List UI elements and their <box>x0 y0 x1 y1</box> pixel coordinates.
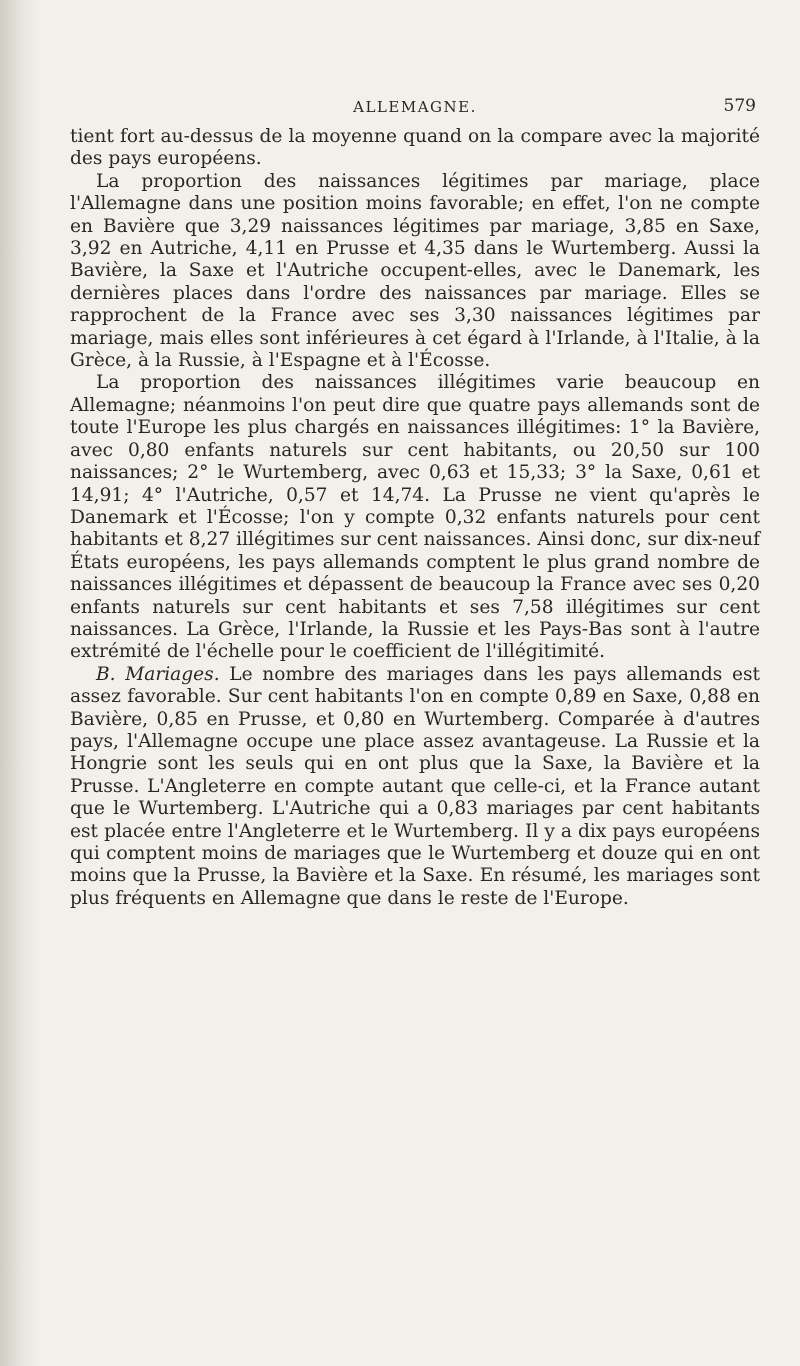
paragraph-1 <box>70 126 760 171</box>
paragraph-3-text: La proportion des naissances illégitimes varie beaucoup en Allemagne; néanmoins l'on peut dire que quatre pays allemands sont de toute l'Europe les plus chargés en naissances illégitimes: 1° la Bavière, avec 0,80 enfants naturels sur cent habitants, ou 20,50 sur 100 naissances; 2° le Wurtemberg, avec 0,63 et 15,33; 3° la Saxe, 0,61 et 14,91; 4° l'Autriche, 0,57 et 14,74. La Prusse ne vient qu'après le Danemark et l'Écosse; l'on y compte 0,32 enfants naturels pour cent habitants et 8,27 illégitimes sur cent naissances. Ainsi donc, sur dix-neuf États européens, les pays allemands comptent le plus grand nombre de naissances illégitimes et dépassent de beaucoup la France avec ses 0,20 enfants naturels sur cent habitants et ses 7,58 illégitimes sur cent naissances. La Grèce, l'Irlande, la Russie et les Pays-Bas sont à l'autre extrémité de l'échelle pour le coefficient de l'illégitimité. <box>70 372 760 663</box>
paragraph-1-text: tient fort au-dessus de la moyenne quand on la compare avec la majorité des pays européens. <box>70 126 760 170</box>
page-edge-shadow <box>0 0 40 1366</box>
paragraph-2-text: La proportion des naissances légitimes par mariage, place l'Allemagne dans une position moins favorable; en effet, l'on ne compte en Bavière que 3,29 naissances légitimes par mariage, 3,85 en Saxe, 3,92 en Autriche, 4,11 en Prusse et 4,35 dans le Wurtemberg. Aussi la Bavière, la Saxe et l'Autriche occupent-elles, avec le Danemark, les dernières places dans l'ordre des naissances par mariage. Elles se rapprochent de la France avec ses 3,30 naissances légitimes par mariage, mais elles sont inférieures à cet égard à l'Irlande, à l'Italie, à la Grèce, à la Russie, à l'Espagne et à l'Écosse. <box>70 170 760 372</box>
paragraph-3 <box>70 372 760 663</box>
book-page <box>70 0 760 910</box>
paragraph-4-text: Le nombre des mariages dans les pays allemands est assez favorable. Sur cent habitants l'on en compte 0,89 en Saxe, 0,88 en Bavière, 0,85 en Prusse, et 0,80 en Wurtemberg. Comparée à d'autres pays, l'Allemagne occupe une place assez avantageuse. La Russie et la Hongrie sont les seuls qui en ont plus que la Saxe, la Bavière et la Prusse. L'Angleterre en compte autant que celle-ci, et la France autant que le Wurtemberg. L'Autriche qui a 0,83 mariages par cent habitants est placée entre l'Angleterre et le Wurtemberg. Il y a dix pays européens qui comptent moins de mariages que le Wurtemberg et douze qui en ont moins que la Prusse, la Bavière et la Saxe. En résumé, les mariages sont plus fréquents en Allemagne que dans le reste de l'Europe. <box>70 663 760 909</box>
body-text <box>70 126 760 910</box>
paragraph-4 <box>70 664 760 910</box>
page-number: 579 <box>723 96 756 116</box>
running-title: ALLEMAGNE. <box>353 98 477 116</box>
section-lead-mariages: B. Mariages. <box>96 663 220 685</box>
paragraph-2 <box>70 171 760 373</box>
running-head <box>70 86 760 126</box>
